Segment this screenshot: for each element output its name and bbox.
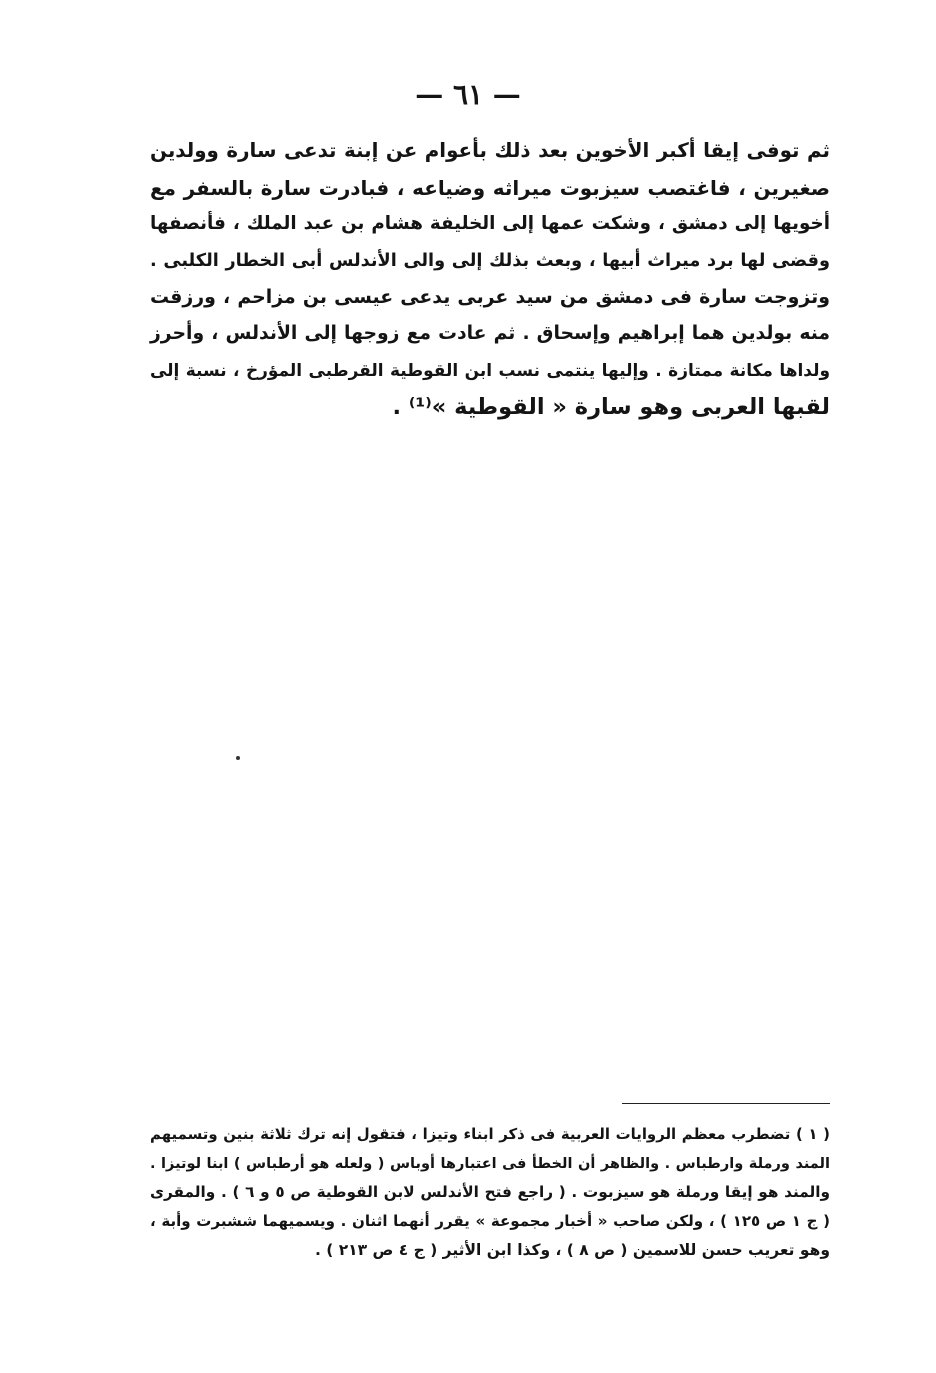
footnote-line: ( ج ١ ص ١٢٥ ) ، ولكن صاحب « أخبار مجموعة » يقرر أنهما اثنان . ويسميهما ششبرت وأبة ، bbox=[150, 1212, 830, 1230]
page-number: — ٦١ — bbox=[415, 78, 521, 111]
text-line: وقضى لها برد ميراث أبيها ، وبعث بذلك إلى والى الأندلس أبى الخطار الكلبى . bbox=[150, 250, 830, 271]
footnotes bbox=[150, 1120, 830, 1265]
footnote-line: والمند هو إيقا ورملة هو سيزبوت . ( راجع فتح الأندلس لابن القوطية ص ٥ و ٦ ) . والمقرى bbox=[150, 1183, 830, 1201]
footnote-line: المند ورملة وارطباس . والظاهر أن الخطأ فى اعتبارها أوباس ( ولعله هو أرطباس ) ابنا لوتيزا . bbox=[150, 1155, 830, 1172]
text-line: وتزوجت سارة فى دمشق من سيد عربى يدعى عيسى بن مزاحم ، ورزقت bbox=[150, 286, 830, 308]
footnote-line: ( ١ ) تضطرب معظم الروايات العربية فى ذكر ابناء وتيزا ، فتقول إنه ترك ثلاثة بنين وتسميهم bbox=[150, 1125, 830, 1143]
text-line: منه بولدين هما إبراهيم وإسحاق . ثم عادت مع زوجها إلى الأندلس ، وأحرز bbox=[150, 322, 830, 344]
text-line: ولداها مكانة ممتازة . وإليها ينتمى نسب ابن القوطية القرطبى المؤرخ ، نسبة إلى bbox=[150, 360, 830, 380]
footnote-divider bbox=[622, 1103, 830, 1104]
main-text bbox=[150, 133, 830, 425]
text-line: ثم توفى إيقا أكبر الأخوين بعد ذلك بأعوام عن إبنة تدعى سارة وولدين bbox=[150, 139, 830, 162]
text-line: لقبها العربى وهو سارة « القوطية »⁽¹⁾ . bbox=[392, 393, 830, 420]
text-line: صغيرين ، فاغتصب سيزبوت ميراثه وضياعه ، فبادرت سارة بالسفر مع bbox=[150, 175, 830, 200]
print-speck bbox=[236, 756, 240, 760]
text-line: أخويها إلى دمشق ، وشكت عمها إلى الخليفة هشام بن عبد الملك ، فأنصفها bbox=[150, 213, 830, 234]
footnote-line: وهو تعريب حسن للاسمين ( ص ٨ ) ، وكذا ابن الأثير ( ج ٤ ص ٢١٣ ) . bbox=[314, 1241, 830, 1259]
